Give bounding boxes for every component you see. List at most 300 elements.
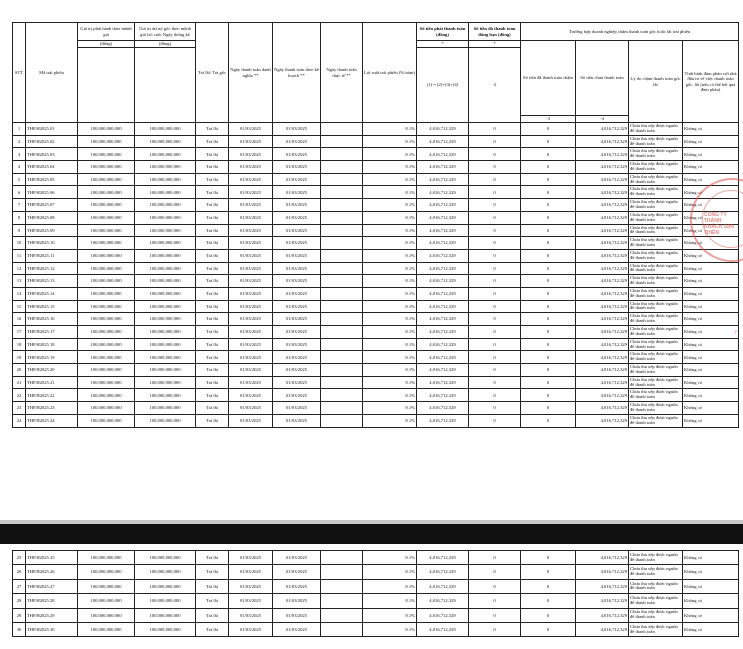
cell-loi-suat: 8.1%: [363, 224, 417, 237]
cell-ma: THP.H2025.26: [26, 565, 78, 579]
col-gia-tri-du-no: Giá trị dư nợ gốc theo mệnh giá (số cuối Ngày thống kê: [135, 23, 196, 41]
cell-ly-do: Chưa thu xếp được nguồn để thanh toán: [629, 161, 683, 174]
cell-tra-lai: Trả lãi: [196, 622, 229, 636]
cell-ly-do: Chưa thu xếp được nguồn để thanh toán: [629, 148, 683, 161]
cell-du-no: 100,000,000,000: [135, 551, 196, 565]
cell-phai-tt: 4,016,712,329: [417, 338, 469, 351]
cell-loi-suat: 8.1%: [363, 237, 417, 250]
cell-chua: 4,016,712,329: [576, 123, 629, 136]
cell-tinh-hinh: Không có: [683, 262, 739, 275]
cell-loi-suat: 8.1%: [363, 414, 417, 427]
cell-tinh-hinh: Không có: [683, 237, 739, 250]
cell-ngay-ke-hoach: 01/03/2025: [273, 414, 321, 427]
formula: (1) = (2)+(3)+(4): [417, 48, 469, 123]
cell-phai-tt: 4,016,712,329: [417, 161, 469, 174]
cell-ly-do: Chưa thu xếp được nguồn để thanh toán: [629, 275, 683, 288]
col-ngay-danh-nghia: Ngày thanh toán danh nghĩa **: [229, 23, 273, 123]
col-so-tien-phai-tt: Số tiền phải thanh toán (đồng): [417, 23, 469, 41]
cell-loi-suat: 8.1%: [363, 300, 417, 313]
cell-tra-lai: Trả lãi: [196, 275, 229, 288]
cell-ngay-danh-nghia: 01/03/2025: [229, 161, 273, 174]
cell-phai-tt: 4,016,712,329: [417, 199, 469, 212]
cell-chua: 4,016,712,329: [576, 211, 629, 224]
table-row: [13, 364, 739, 377]
cell-du-no: 100,000,000,000: [135, 326, 196, 339]
cell-stt: 18: [13, 338, 26, 351]
cell-ngay-danh-nghia: 01/03/2025: [229, 135, 273, 148]
cell-ngay-ke-hoach: 01/03/2025: [273, 199, 321, 212]
cell-du-no: 100,000,000,000: [135, 249, 196, 262]
cell-ngay-ke-hoach: 01/03/2025: [273, 224, 321, 237]
cell-tra-lai: Trả lãi: [196, 376, 229, 389]
cell-tinh-hinh: Không có: [683, 579, 739, 593]
cell-ngay-thuc-te: [321, 300, 363, 313]
cell-cham: 0: [521, 364, 576, 377]
cell-cham: 0: [521, 414, 576, 427]
cell-cham: 0: [521, 579, 576, 593]
cell-da-tt: 0: [469, 608, 521, 622]
table-row: [13, 594, 739, 608]
cell-phat-hanh: 100,000,000,000: [78, 313, 135, 326]
table-row: [13, 173, 739, 186]
cell-cham: 0: [521, 565, 576, 579]
cell-ma: THP.H2025.30: [26, 622, 78, 636]
cell-ngay-danh-nghia: 01/03/2025: [229, 199, 273, 212]
cell-ly-do: Chưa thu xếp được nguồn để thanh toán: [629, 186, 683, 199]
cell-loi-suat: 8.1%: [363, 211, 417, 224]
cell-chua: 4,016,712,329: [576, 622, 629, 636]
cell-da-tt: 0: [469, 249, 521, 262]
unit-1: (đồng): [78, 41, 135, 48]
cell-phat-hanh: 100,000,000,000: [78, 579, 135, 593]
cell-tinh-hinh: Không có: [683, 249, 739, 262]
cell-loi-suat: 8.1%: [363, 579, 417, 593]
cell-du-no: 100,000,000,000: [135, 262, 196, 275]
cell-tra-lai: Trả lãi: [196, 326, 229, 339]
cell-da-tt: 0: [469, 199, 521, 212]
cell-ma: THP.H2025.21: [26, 376, 78, 389]
cell-loi-suat: 8.1%: [363, 313, 417, 326]
table-row: [13, 608, 739, 622]
cell-ngay-danh-nghia: 01/03/2025: [229, 249, 273, 262]
cell-ngay-ke-hoach: 01/03/2025: [273, 551, 321, 565]
cell-cham: 0: [521, 389, 576, 402]
cell-loi-suat: 8.1%: [363, 594, 417, 608]
cell-phai-tt: 4,016,712,329: [417, 313, 469, 326]
cell-tra-lai: Trả lãi: [196, 123, 229, 136]
cell-stt: 19: [13, 351, 26, 364]
cell-ly-do: Chưa thu xếp được nguồn để thanh toán: [629, 565, 683, 579]
cell-ngay-thuc-te: [321, 237, 363, 250]
cell-stt: 14: [13, 287, 26, 300]
cell-tra-lai: Trả lãi: [196, 173, 229, 186]
cell-loi-suat: 8.1%: [363, 402, 417, 415]
cell-cham: 0: [521, 148, 576, 161]
cell-loi-suat: 8.1%: [363, 622, 417, 636]
table-header: [13, 23, 739, 123]
cell-da-tt: 0: [469, 123, 521, 136]
cell-du-no: 100,000,000,000: [135, 338, 196, 351]
cell-phai-tt: 4,016,712,329: [417, 579, 469, 593]
cell-ngay-ke-hoach: 01/03/2025: [273, 402, 321, 415]
cell-stt: 27: [13, 579, 26, 593]
cell-ly-do: Chưa thu xếp được nguồn để thanh toán: [629, 123, 683, 136]
cell-stt: 5: [13, 173, 26, 186]
cell-tra-lai: Trả lãi: [196, 262, 229, 275]
cell-stt: 10: [13, 237, 26, 250]
cell-phat-hanh: 100,000,000,000: [78, 275, 135, 288]
cell-ma: THP.H2025.24: [26, 414, 78, 427]
cell-phat-hanh: 100,000,000,000: [78, 161, 135, 174]
cell-da-tt: 0: [469, 148, 521, 161]
cell-ngay-thuc-te: [321, 135, 363, 148]
col-gia-tri-phat-hanh: Giá trị phát hành theo mệnh giá: [78, 23, 135, 41]
table-row: [13, 300, 739, 313]
cell-phai-tt: 4,016,712,329: [417, 262, 469, 275]
cell-tinh-hinh: Không có: [683, 326, 739, 339]
cell-ma: THP.H2025.25: [26, 551, 78, 565]
cell-phai-tt: 4,016,712,329: [417, 376, 469, 389]
cell-stt: 24: [13, 414, 26, 427]
cell-phai-tt: 4,016,712,329: [417, 551, 469, 565]
cell-ngay-danh-nghia: 01/03/2025: [229, 224, 273, 237]
cell-da-tt: 0: [469, 351, 521, 364]
cell-stt: 21: [13, 376, 26, 389]
cell-tra-lai: Trả lãi: [196, 135, 229, 148]
cell-ngay-danh-nghia: 01/03/2025: [229, 364, 273, 377]
cell-du-no: 100,000,000,000: [135, 594, 196, 608]
cell-stt: 9: [13, 224, 26, 237]
cell-ngay-ke-hoach: 01/03/2025: [273, 173, 321, 186]
cell-ly-do: Chưa thu xếp được nguồn để thanh toán: [629, 338, 683, 351]
cell-ngay-danh-nghia: 01/03/2025: [229, 123, 273, 136]
cell-ly-do: Chưa thu xếp được nguồn để thanh toán: [629, 211, 683, 224]
cell-phai-tt: 4,016,712,329: [417, 300, 469, 313]
cell-phai-tt: 4,016,712,329: [417, 287, 469, 300]
cell-ngay-danh-nghia: 01/03/2025: [229, 376, 273, 389]
cell-tinh-hinh: Không có: [683, 608, 739, 622]
cell-du-no: 100,000,000,000: [135, 199, 196, 212]
cell-chua: 4,016,712,329: [576, 364, 629, 377]
cell-ngay-danh-nghia: 01/03/2025: [229, 186, 273, 199]
table-row: [13, 414, 739, 427]
cell-tinh-hinh: Không có: [683, 402, 739, 415]
cell-ngay-danh-nghia: 01/03/2025: [229, 313, 273, 326]
col-tra-lai: Trả lãi/ Trả gốc: [196, 23, 229, 123]
cell-loi-suat: 8.1%: [363, 376, 417, 389]
cell-loi-suat: 8.1%: [363, 351, 417, 364]
cell-ngay-danh-nghia: 01/03/2025: [229, 275, 273, 288]
table-row: [13, 224, 739, 237]
cell-cham: 0: [521, 551, 576, 565]
cell-ma: THP.H2025.29: [26, 608, 78, 622]
cell-da-tt: 0: [469, 211, 521, 224]
table-row: [13, 123, 739, 136]
table-row: [13, 287, 739, 300]
cell-loi-suat: 8.1%: [363, 364, 417, 377]
col-ma: Mã trái phiếu: [26, 23, 78, 123]
col-so-tien-cham: Số tiền đã thanh toán chậm: [521, 41, 576, 116]
cell-stt: 11: [13, 249, 26, 262]
cell-cham: 0: [521, 173, 576, 186]
cell-ngay-thuc-te: [321, 287, 363, 300]
cell-tinh-hinh: Không có: [683, 135, 739, 148]
cell-phat-hanh: 100,000,000,000: [78, 364, 135, 377]
cell-stt: 26: [13, 565, 26, 579]
cell-da-tt: 0: [469, 414, 521, 427]
cell-cham: 0: [521, 376, 576, 389]
cell-tinh-hinh: Không có: [683, 338, 739, 351]
cell-du-no: 100,000,000,000: [135, 364, 196, 377]
blank-2: [135, 48, 196, 123]
cell-da-tt: 0: [469, 275, 521, 288]
cell-phat-hanh: 100,000,000,000: [78, 376, 135, 389]
bond-table-page-2: [12, 550, 738, 637]
cell-chua: 4,016,712,329: [576, 313, 629, 326]
cell-cham: 0: [521, 135, 576, 148]
cell-tinh-hinh: Không có: [683, 364, 739, 377]
cell-chua: 4,016,712,329: [576, 275, 629, 288]
col-loi-suat: Lợi suất trái phiếu (%/năm): [363, 23, 417, 123]
table-row: [13, 186, 739, 199]
cell-da-tt: 0: [469, 338, 521, 351]
cell-phat-hanh: 100,000,000,000: [78, 237, 135, 250]
cell-ngay-thuc-te: [321, 579, 363, 593]
cell-stt: 22: [13, 389, 26, 402]
cell-ngay-thuc-te: [321, 211, 363, 224]
cell-chua: 4,016,712,329: [576, 376, 629, 389]
cell-du-no: 100,000,000,000: [135, 608, 196, 622]
cell-stt: 20: [13, 364, 26, 377]
cell-du-no: 100,000,000,000: [135, 376, 196, 389]
table-row: [13, 199, 739, 212]
cell-ngay-thuc-te: [321, 622, 363, 636]
cell-stt: 4: [13, 161, 26, 174]
cell-ngay-ke-hoach: 01/03/2025: [273, 275, 321, 288]
cell-loi-suat: 8.1%: [363, 148, 417, 161]
cell-da-tt: 0: [469, 186, 521, 199]
cell-cham: 0: [521, 161, 576, 174]
cell-du-no: 100,000,000,000: [135, 237, 196, 250]
cell-loi-suat: 8.1%: [363, 551, 417, 565]
cell-ma: THP.H2025.23: [26, 402, 78, 415]
cell-ngay-thuc-te: [321, 123, 363, 136]
cell-loi-suat: 8.1%: [363, 275, 417, 288]
cell-ly-do: Chưa thu xếp được nguồn để thanh toán: [629, 326, 683, 339]
cell-tra-lai: Trả lãi: [196, 579, 229, 593]
cell-ma: THP.H2025.16: [26, 313, 78, 326]
cell-cham: 0: [521, 249, 576, 262]
cell-chua: 4,016,712,329: [576, 402, 629, 415]
table-row: [13, 376, 739, 389]
cell-ngay-thuc-te: [321, 186, 363, 199]
table-row: [13, 402, 739, 415]
cell-tra-lai: Trả lãi: [196, 313, 229, 326]
cell-ngay-ke-hoach: 01/03/2025: [273, 135, 321, 148]
cell-ma: THP.H2025.27: [26, 579, 78, 593]
cell-ngay-thuc-te: [321, 608, 363, 622]
cell-chua: 4,016,712,329: [576, 262, 629, 275]
cell-da-tt: 0: [469, 579, 521, 593]
cell-chua: 4,016,712,329: [576, 148, 629, 161]
cell-tinh-hinh: Không có: [683, 622, 739, 636]
cell-ly-do: Chưa thu xếp được nguồn để thanh toán: [629, 135, 683, 148]
cell-phai-tt: 4,016,712,329: [417, 389, 469, 402]
col-4-index: -4: [576, 116, 629, 123]
cell-stt: 17: [13, 326, 26, 339]
cell-tinh-hinh: Không có: [683, 148, 739, 161]
cell-stt: 8: [13, 211, 26, 224]
cell-ly-do: Chưa thu xếp được nguồn để thanh toán: [629, 364, 683, 377]
cell-ngay-danh-nghia: 01/03/2025: [229, 237, 273, 250]
cell-phai-tt: 4,016,712,329: [417, 402, 469, 415]
cell-ngay-danh-nghia: 01/03/2025: [229, 565, 273, 579]
cell-ly-do: Chưa thu xếp được nguồn để thanh toán: [629, 376, 683, 389]
cell-phai-tt: 4,016,712,329: [417, 224, 469, 237]
cell-phat-hanh: 100,000,000,000: [78, 199, 135, 212]
cell-ngay-danh-nghia: 01/03/2025: [229, 148, 273, 161]
cell-du-no: 100,000,000,000: [135, 123, 196, 136]
cell-ly-do: Chưa thu xếp được nguồn để thanh toán: [629, 579, 683, 593]
table-body-continued: [13, 551, 739, 637]
table-row: [13, 211, 739, 224]
cell-da-tt: 0: [469, 287, 521, 300]
cell-du-no: 100,000,000,000: [135, 135, 196, 148]
cell-da-tt: 0: [469, 224, 521, 237]
cell-ngay-thuc-te: [321, 224, 363, 237]
cell-ngay-danh-nghia: 01/03/2025: [229, 389, 273, 402]
cell-loi-suat: 8.1%: [363, 161, 417, 174]
cell-phai-tt: 4,016,712,329: [417, 275, 469, 288]
cell-phai-tt: 4,016,712,329: [417, 249, 469, 262]
cell-tinh-hinh: Không có: [683, 565, 739, 579]
cell-stt: 23: [13, 402, 26, 415]
cell-cham: 0: [521, 594, 576, 608]
bond-table-continued: [12, 550, 739, 637]
cell-chua: 4,016,712,329: [576, 338, 629, 351]
cell-da-tt: 0: [469, 376, 521, 389]
cell-ma: THP.H2025.15: [26, 300, 78, 313]
cell-tinh-hinh: Không có: [683, 389, 739, 402]
cell-tinh-hinh: Không có: [683, 414, 739, 427]
cell-phat-hanh: 100,000,000,000: [78, 351, 135, 364]
table-row: [13, 326, 739, 339]
cell-da-tt: 0: [469, 622, 521, 636]
cell-loi-suat: 8.1%: [363, 608, 417, 622]
cell-phat-hanh: 100,000,000,000: [78, 608, 135, 622]
cell-da-tt: 0: [469, 161, 521, 174]
cell-ngay-ke-hoach: 01/03/2025: [273, 186, 321, 199]
cell-tinh-hinh: Không có: [683, 376, 739, 389]
cell-stt: 7: [13, 199, 26, 212]
cell-phat-hanh: 100,000,000,000: [78, 622, 135, 636]
cell-chua: 4,016,712,329: [576, 351, 629, 364]
cell-ma: THP.H2025.14: [26, 287, 78, 300]
cell-du-no: 100,000,000,000: [135, 224, 196, 237]
cell-tra-lai: Trả lãi: [196, 161, 229, 174]
cell-loi-suat: 8.1%: [363, 338, 417, 351]
cell-tinh-hinh: Không có: [683, 594, 739, 608]
cell-cham: 0: [521, 326, 576, 339]
table-row: [13, 622, 739, 636]
cell-phai-tt: 4,016,712,329: [417, 148, 469, 161]
cell-du-no: 100,000,000,000: [135, 287, 196, 300]
cell-tra-lai: Trả lãi: [196, 224, 229, 237]
cell-ngay-danh-nghia: 01/03/2025: [229, 326, 273, 339]
cell-ngay-danh-nghia: 01/03/2025: [229, 594, 273, 608]
cell-phai-tt: 4,016,712,329: [417, 123, 469, 136]
cell-tra-lai: Trả lãi: [196, 211, 229, 224]
cell-ngay-thuc-te: [321, 414, 363, 427]
cell-ngay-ke-hoach: 01/03/2025: [273, 608, 321, 622]
cell-ngay-ke-hoach: 01/03/2025: [273, 287, 321, 300]
cell-chua: 4,016,712,329: [576, 414, 629, 427]
cell-ly-do: Chưa thu xếp được nguồn để thanh toán: [629, 313, 683, 326]
cell-phat-hanh: 100,000,000,000: [78, 224, 135, 237]
cell-ma: THP.H2025.28: [26, 594, 78, 608]
col-tinh-hinh: Tình hình đàm phán với nhà đầu tư về việc thanh toán gốc, lãi (nếu có thể kết quả đàm phán): [683, 41, 739, 123]
cell-tinh-hinh: Không có: [683, 161, 739, 174]
cell-ngay-ke-hoach: 01/03/2025: [273, 622, 321, 636]
cell-cham: 0: [521, 186, 576, 199]
cell-loi-suat: 8.1%: [363, 262, 417, 275]
cell-phat-hanh: 100,000,000,000: [78, 135, 135, 148]
cell-chua: 4,016,712,329: [576, 224, 629, 237]
cell-ngay-thuc-te: [321, 551, 363, 565]
cell-ma: THP.H2025.07: [26, 199, 78, 212]
cell-da-tt: 0: [469, 389, 521, 402]
cell-da-tt: 0: [469, 313, 521, 326]
cell-ngay-danh-nghia: 01/03/2025: [229, 351, 273, 364]
cell-tinh-hinh: Không có: [683, 173, 739, 186]
cell-ly-do: Chưa thu xếp được nguồn để thanh toán: [629, 249, 683, 262]
cell-phai-tt: 4,016,712,329: [417, 173, 469, 186]
cell-ly-do: Chưa thu xếp được nguồn để thanh toán: [629, 351, 683, 364]
cell-cham: 0: [521, 300, 576, 313]
cell-du-no: 100,000,000,000: [135, 161, 196, 174]
table-row: [13, 565, 739, 579]
table-row: [13, 313, 739, 326]
cell-ly-do: Chưa thu xếp được nguồn để thanh toán: [629, 287, 683, 300]
col-ngay-ke-hoach: Ngày thanh toán theo kế hoạch **: [273, 23, 321, 123]
cell-da-tt: 0: [469, 402, 521, 415]
cell-phai-tt: 4,016,712,329: [417, 186, 469, 199]
cell-ngay-ke-hoach: 01/03/2025: [273, 326, 321, 339]
cell-cham: 0: [521, 275, 576, 288]
cell-ngay-ke-hoach: 01/03/2025: [273, 148, 321, 161]
cell-tra-lai: Trả lãi: [196, 402, 229, 415]
cell-ngay-danh-nghia: 01/03/2025: [229, 608, 273, 622]
cell-da-tt: 0: [469, 364, 521, 377]
table-row: [13, 249, 739, 262]
cell-tinh-hinh: Không có: [683, 275, 739, 288]
cell-ngay-thuc-te: [321, 275, 363, 288]
company-seal-text: CÔNG TY THÀNH KHÁCH SẠN THIÊN: [704, 212, 734, 236]
cell-ma: THP.H2025.04: [26, 161, 78, 174]
cell-phat-hanh: 100,000,000,000: [78, 326, 135, 339]
cell-cham: 0: [521, 351, 576, 364]
cell-tinh-hinh: Không có: [683, 211, 739, 224]
cell-stt: 13: [13, 275, 26, 288]
cell-chua: 4,016,712,329: [576, 579, 629, 593]
cell-tinh-hinh: Không có: [683, 186, 739, 199]
cell-ngay-danh-nghia: 01/03/2025: [229, 262, 273, 275]
star-2: *: [469, 41, 521, 48]
cell-du-no: 100,000,000,000: [135, 402, 196, 415]
cell-phat-hanh: 100,000,000,000: [78, 565, 135, 579]
cell-stt: 16: [13, 313, 26, 326]
cell-phai-tt: 4,016,712,329: [417, 211, 469, 224]
